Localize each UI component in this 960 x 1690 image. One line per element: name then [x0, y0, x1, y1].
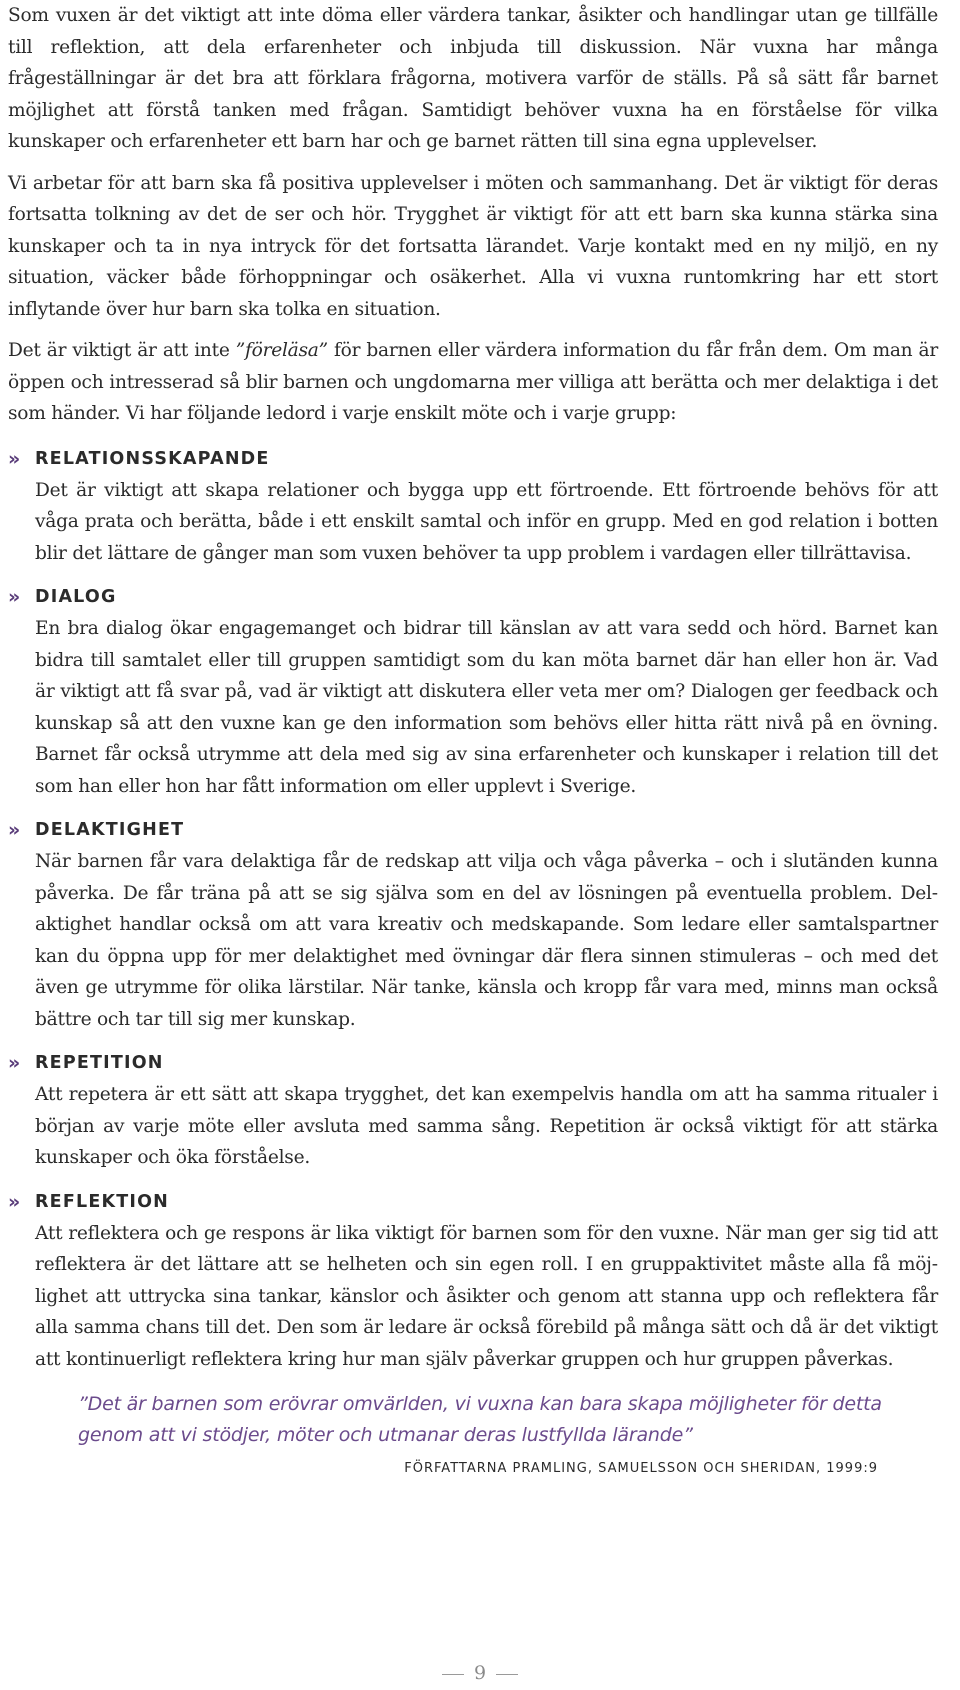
section-marker-icon: » [8, 1190, 21, 1213]
intro-paragraph-3 [8, 335, 938, 430]
footer-dash-left [442, 1674, 464, 1675]
page-number: 9 [473, 1662, 487, 1684]
section-relationsskapande [8, 444, 938, 570]
intro-3-before: Det är viktigt är att inte [8, 340, 236, 361]
section-text: En bra dialog ökar engagemanget och bidrar till känslan av att vara sedd och hörd. Barnet kan bidra till samtalet eller till gruppen samtidigt som du kan möta barnet där han eller hon är. Vad är viktigt att få svar på, vad är viktigt att diskutera eller veta mer om? Dialogen ger feedback och kunskap så att den vuxne kan ge den information som behövs eller hitta rätt nivå på en övning. Barnet får också utrymme att dela med sig av sina erfarenheter och kunskaper i relation till det som han eller hon har fått information om eller upplevt i Sverige. [35, 618, 938, 797]
intro-3-emphasis: ”föreläsa” [235, 340, 328, 361]
page-footer [0, 1662, 960, 1684]
footer-dash-right [496, 1674, 518, 1675]
section-text: När barnen får vara delaktiga får de redskap att vilja och våga påverka – och i slutänden kunna påverka. De får träna på att se sig själva som en del av lösningen på eventuella problem. Delaktighet handlar också om att vara kreativ och medskapande. Som ledare eller samtalspartner kan du öppna upp för mer delaktighet med övningar där flera sinnen stimuleras – och med det även ge utrymme för olika lärstilar. När tanke, känsla och kropp får vara med, minns man också bättre och tar till sig mer kunskap. [35, 851, 938, 1030]
quote-line-1: ”Det är barnen som erövrar omvärlden, vi vuxna kan bara skapa möjligheter för detta [78, 1393, 882, 1415]
intro-3-after: för barnen eller värdera information du får från dem. Om man är öppen och intresserad så blir barnen och ungdomarna mer villiga att berätta och mer delaktiga i det som händer. Vi har följande ledord i varje enskilt möte och i varje grupp: [8, 340, 938, 424]
intro-paragraph-1: Som vuxen är det viktigt att inte döma eller värdera tankar, åsikter och handlingar utan ge tillfälle till reflektion, att dela erfarenheter och inbjuda till diskussion. När vuxna har många frågeställningar är det bra att förklara frågorna, motivera varför de ställs. På så sätt får barnet möjlighet att förstå tanken med frågan. Samtidigt behöver vuxna ha en förståelse för vilka kunskaper och erfarenheter ett barn har och ge barnet rätten till sina egna upplevelser. [8, 5, 938, 152]
section-heading: RELATIONSSKAPANDE [35, 448, 270, 469]
quote-line-2: genom att vi stödjer, möter och utmanar deras lustfyllda lärande” [78, 1424, 693, 1446]
section-marker-icon: » [8, 819, 21, 841]
section-reflektion [8, 1187, 938, 1376]
section-text: Det är viktigt att skapa relationer och bygga upp ett förtroende. Ett förtroende behövs för att våga prata och berätta, både i ett enskilt samtal och inför en grupp. Med en god relation i botten blir det lättare de gånger man som vuxen behöver ta upp problem i vardagen eller tillrättavisa. [35, 479, 938, 564]
section-heading: REPETITION [35, 1053, 164, 1073]
page-content [8, 0, 938, 1476]
section-text: Att repetera är ett sätt att skapa trygghet, det kan exempelvis handla om att ha samma ritualer i början av varje möte eller avsluta med samma sång. Repetition är också viktigt för att stärka kunskaper och öka förståelse. [35, 1084, 938, 1168]
section-heading: DELAKTIGHET [35, 820, 185, 840]
section-heading: REFLEKTION [35, 1191, 170, 1212]
intro-paragraph-2: Vi arbetar för att barn ska få positiva upplevelser i möten och sammanhang. Det är viktigt för deras fortsatta tolkning av det de ser och hör. Trygghet är viktigt för att ett barn ska kunna stärka sina kunskaper och ta in nya intryck för det fortsatta lärandet. Varje kontakt med en ny miljö, en ny situation, väcker både förhoppningar och osäkerhet. Alla vi vuxna runtomkring har ett stort inflytande över hur barn ska tolka en situation. [8, 172, 938, 320]
quote-attribution: FÖRFATTARNA PRAMLING, SAMUELSSON OCH SHERIDAN, 1999:9 [404, 1461, 878, 1476]
section-delaktighet [8, 815, 938, 1035]
section-heading: DIALOG [35, 587, 117, 607]
section-text: Att reflektera och ge respons är lika viktigt för barnen som för den vuxne. När man ger sig tid att reflektera är det lättare att se helheten och sin egen roll. I en gruppaktivitet måste alla få möjlighet att uttrycka sina tankar, känslor och åsikter och genom att stanna upp och reflektera får alla samma chans till det. Den som är ledare är också förebild på många sätt och då är det viktigt att kontinuerligt reflektera kring hur man själv påverkar gruppen och hur gruppen påverkas. [35, 1222, 938, 1370]
quote-block [8, 1389, 938, 1476]
section-marker-icon: » [8, 586, 21, 608]
section-repetition [8, 1048, 938, 1174]
section-marker-icon: » [8, 1052, 21, 1074]
section-dialog [8, 582, 938, 802]
section-marker-icon: » [8, 447, 21, 470]
